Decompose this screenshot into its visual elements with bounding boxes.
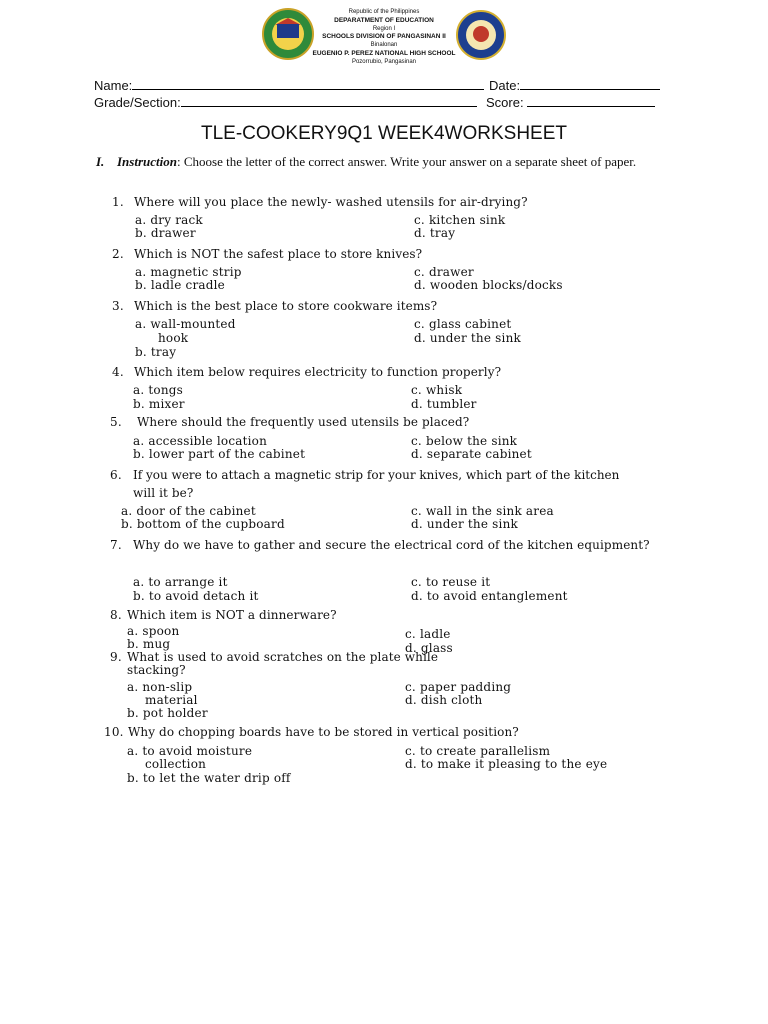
choice-a: a. accessible location: [133, 434, 268, 448]
choice-a: a. door of the cabinet: [121, 504, 256, 518]
question-text: Which item is NOT a dinnerware?: [127, 608, 337, 622]
question-number: 7.: [110, 538, 122, 552]
instruction-text: : Choose the letter of the correct answer. Write your answer on a separate sheet of paper.: [176, 154, 637, 169]
choice-a-continued: collection: [145, 757, 207, 771]
choice-c: c. glass cabinet: [414, 317, 512, 331]
name-label: Name:: [94, 78, 133, 93]
question-number: 10.: [104, 725, 124, 739]
header-district: Binalonan: [370, 42, 398, 48]
header-division: SCHOOLS DIVISION OF PANGASINAN II: [322, 33, 446, 40]
choice-b: b. lower part of the cabinet: [133, 447, 306, 461]
choice-c: c. ladle: [405, 627, 451, 641]
choice-a: a. dry rack: [135, 213, 203, 227]
header-region: Region I: [372, 26, 396, 32]
name-blank[interactable]: [132, 77, 484, 90]
choice-b: b. ladle cradle: [135, 278, 225, 292]
question-text: Which item below requires electricity to function properly?: [134, 365, 502, 379]
worksheet-title: TLE-COOKERY9Q1 WEEK4WORKSHEET: [200, 123, 567, 144]
instruction-label: Instruction: [117, 154, 177, 169]
choice-b: b. bottom of the cupboard: [121, 517, 285, 531]
choice-b: b. to avoid detach it: [133, 589, 259, 603]
date-field[interactable]: [489, 77, 660, 93]
choice-a-continued: material: [145, 693, 198, 707]
question-text: Which is the best place to store cookware items?: [134, 299, 438, 313]
question-number: 6.: [110, 468, 122, 482]
choice-c: c. paper padding: [405, 680, 512, 694]
question-text-continued: stacking?: [127, 663, 186, 677]
choice-a: a. spoon: [127, 624, 180, 638]
question-number: 9.: [110, 650, 122, 664]
choice-a-continued: hook: [158, 331, 189, 345]
choice-c: c. wall in the sink area: [411, 504, 554, 518]
question-text: Why do chopping boards have to be stored in vertical position?: [128, 725, 519, 739]
header-school: EUGENIO P. PEREZ NATIONAL HIGH SCHOOL: [312, 50, 456, 57]
choice-b: b. pot holder: [127, 706, 208, 720]
choice-d: d. under the sink: [411, 517, 518, 531]
choice-c: c. below the sink: [411, 434, 518, 448]
header-department: DEPARATMENT OF EDUCATION: [334, 17, 434, 24]
choice-b: b. mixer: [133, 397, 185, 411]
question-number: 4.: [112, 365, 124, 379]
grade-section-blank[interactable]: [181, 94, 477, 107]
choice-a: a. non-slip: [127, 680, 193, 694]
instruction-body: [117, 154, 657, 169]
question-text: Why do we have to gather and secure the electrical cord of the kitchen equipment?: [133, 538, 650, 552]
choice-c: c. whisk: [411, 383, 463, 397]
grade-section-field[interactable]: [94, 94, 477, 110]
choice-a: a. tongs: [133, 383, 183, 397]
question-text: Where should the frequently used utensils be placed?: [137, 415, 470, 429]
date-label: Date:: [489, 78, 521, 93]
question-text: Which is NOT the safest place to store knives?: [134, 247, 423, 261]
choice-d: d. to avoid entanglement: [411, 589, 568, 603]
choice-c: c. to reuse it: [411, 575, 491, 589]
choice-a: a. wall-mounted: [135, 317, 236, 331]
grade-section-label: Grade/Section:: [94, 95, 181, 110]
question-text: Where will you place the newly- washed utensils for air-drying?: [134, 195, 528, 209]
question-text-continued: will it be?: [133, 486, 194, 500]
header-location: Pozorrubio, Pangasinan: [351, 59, 417, 65]
choice-c: c. drawer: [414, 265, 474, 279]
choice-b: b. tray: [135, 345, 177, 359]
choice-a: a. to arrange it: [133, 575, 228, 589]
header-republic: Republic of the Philippines: [348, 9, 420, 15]
score-field[interactable]: [486, 94, 655, 110]
question-number: 5.: [110, 415, 122, 429]
choice-b: b. mug: [127, 637, 171, 651]
choice-d: d. separate cabinet: [411, 447, 532, 461]
question-number: 1.: [112, 195, 124, 209]
choice-d: d. wooden blocks/docks: [414, 278, 563, 292]
choice-c: c. kitchen sink: [414, 213, 506, 227]
question-number: 8.: [110, 608, 122, 622]
choice-d: d. to make it pleasing to the eye: [405, 757, 608, 771]
score-label: Score:: [486, 95, 524, 110]
choice-d: d. dish cloth: [405, 693, 483, 707]
choice-d: d. under the sink: [414, 331, 521, 345]
choice-d: d. glass: [405, 641, 453, 655]
question-text: What is used to avoid scratches on the plate while: [127, 650, 439, 664]
instruction-number: I.: [96, 154, 105, 169]
question-number: 3.: [112, 299, 124, 313]
choice-d: d. tumbler: [411, 397, 477, 411]
question-number: 2.: [112, 247, 124, 261]
date-blank[interactable]: [520, 77, 660, 90]
choice-a: a. to avoid moisture: [127, 744, 253, 758]
choice-b: b. to let the water drip off: [127, 771, 291, 785]
choice-a: a. magnetic strip: [135, 265, 242, 279]
question-text: If you were to attach a magnetic strip for your knives, which part of the kitchen: [133, 468, 620, 482]
choice-c: c. to create parallelism: [405, 744, 551, 758]
name-field[interactable]: [94, 77, 484, 93]
choice-b: b. drawer: [135, 226, 196, 240]
choice-d: d. tray: [414, 226, 456, 240]
score-blank[interactable]: [527, 94, 655, 107]
